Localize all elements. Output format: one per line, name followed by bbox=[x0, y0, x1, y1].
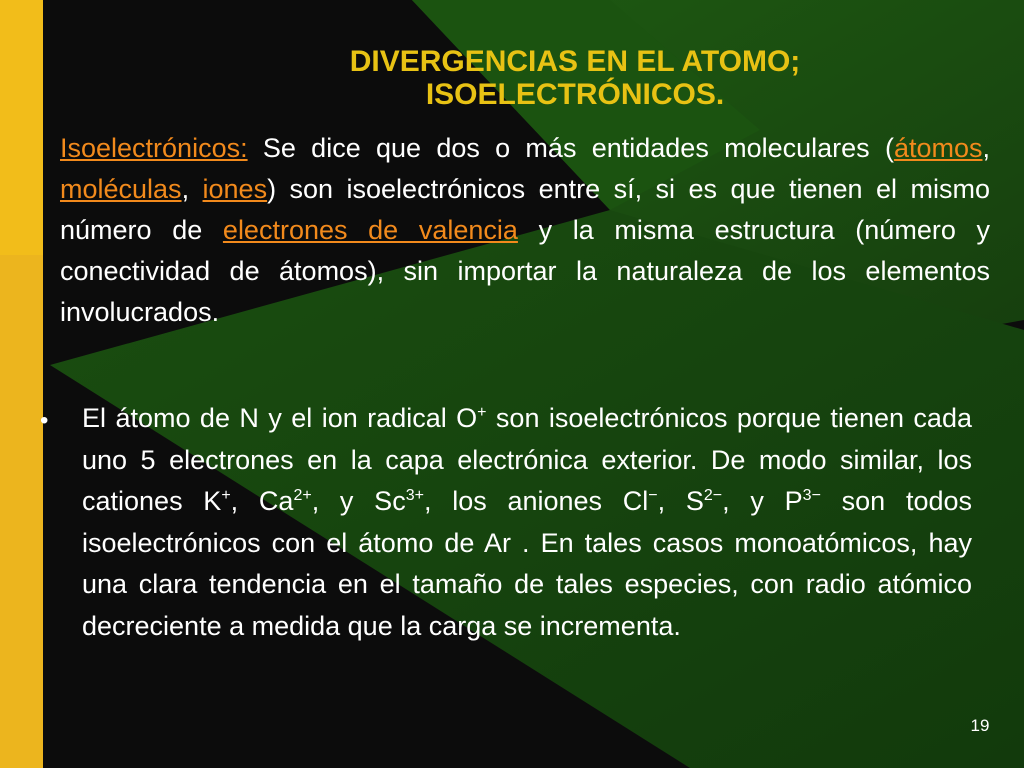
link-moleculas[interactable]: moléculas bbox=[60, 174, 182, 204]
bullet-item bbox=[40, 398, 972, 647]
bullet-text-1: El átomo de N y el ion radical O bbox=[82, 403, 478, 433]
superscript-cl: − bbox=[648, 487, 658, 504]
bullet-text-5: , los aniones Cl bbox=[423, 486, 649, 516]
link-iones[interactable]: iones bbox=[202, 174, 268, 204]
bullet-marker: • bbox=[40, 407, 49, 434]
link-atomos[interactable]: átomos bbox=[893, 133, 983, 163]
superscript-k: + bbox=[221, 487, 231, 504]
page-number: 19 bbox=[970, 716, 990, 735]
slide-title bbox=[150, 45, 1000, 111]
definition-paragraph bbox=[60, 128, 990, 333]
bullet-text-2: son isoelectrónicos porque tienen cada uno 5 electrones en la capa electrónica exterior. De modo similar, los cationes K bbox=[82, 403, 972, 516]
link-electrones-de-valencia[interactable]: electrones de valencia bbox=[222, 215, 518, 245]
definition-text-4: ) son isoelectrónicos entre sí, si es que tienen el mismo número de bbox=[60, 174, 990, 245]
title-line-1: DIVERGENCIAS EN EL ATOMO; bbox=[349, 45, 801, 78]
superscript-p: 3− bbox=[802, 487, 821, 504]
bullet-text-4: , y Sc bbox=[311, 486, 406, 516]
bullet-text-6: , S bbox=[657, 486, 704, 516]
superscript-o: + bbox=[477, 404, 487, 421]
title-line-2: ISOELECTRÓNICOS. bbox=[425, 78, 725, 111]
bullet-text-8: son todos isoelectrónicos con el átomo de Ar . En tales casos monoatómicos, hay una clara tendencia en el tamaño de tales especies, con radio atómico decreciente a medida que la carga se incrementa. bbox=[82, 486, 972, 641]
bullet-text-7: , y P bbox=[722, 486, 803, 516]
definition-text-3: , bbox=[181, 174, 203, 204]
superscript-ca: 2+ bbox=[293, 487, 312, 504]
term-link-isoelectronicos[interactable]: Isoelectrónicos: bbox=[60, 133, 248, 163]
definition-text-2: , bbox=[982, 133, 990, 163]
left-yellow-bar-top bbox=[0, 0, 43, 255]
superscript-sc: 3+ bbox=[405, 487, 424, 504]
superscript-s: 2− bbox=[703, 487, 723, 504]
bullet-text-3: , Ca bbox=[230, 486, 294, 516]
definition-text-5: y la misma estructura (número y conectividad de átomos), sin importar la naturaleza de los elementos involucrados. bbox=[60, 215, 991, 327]
bullet-paragraph bbox=[82, 398, 972, 647]
definition-text-1: Se dice que dos o más entidades moleculares ( bbox=[247, 133, 894, 163]
